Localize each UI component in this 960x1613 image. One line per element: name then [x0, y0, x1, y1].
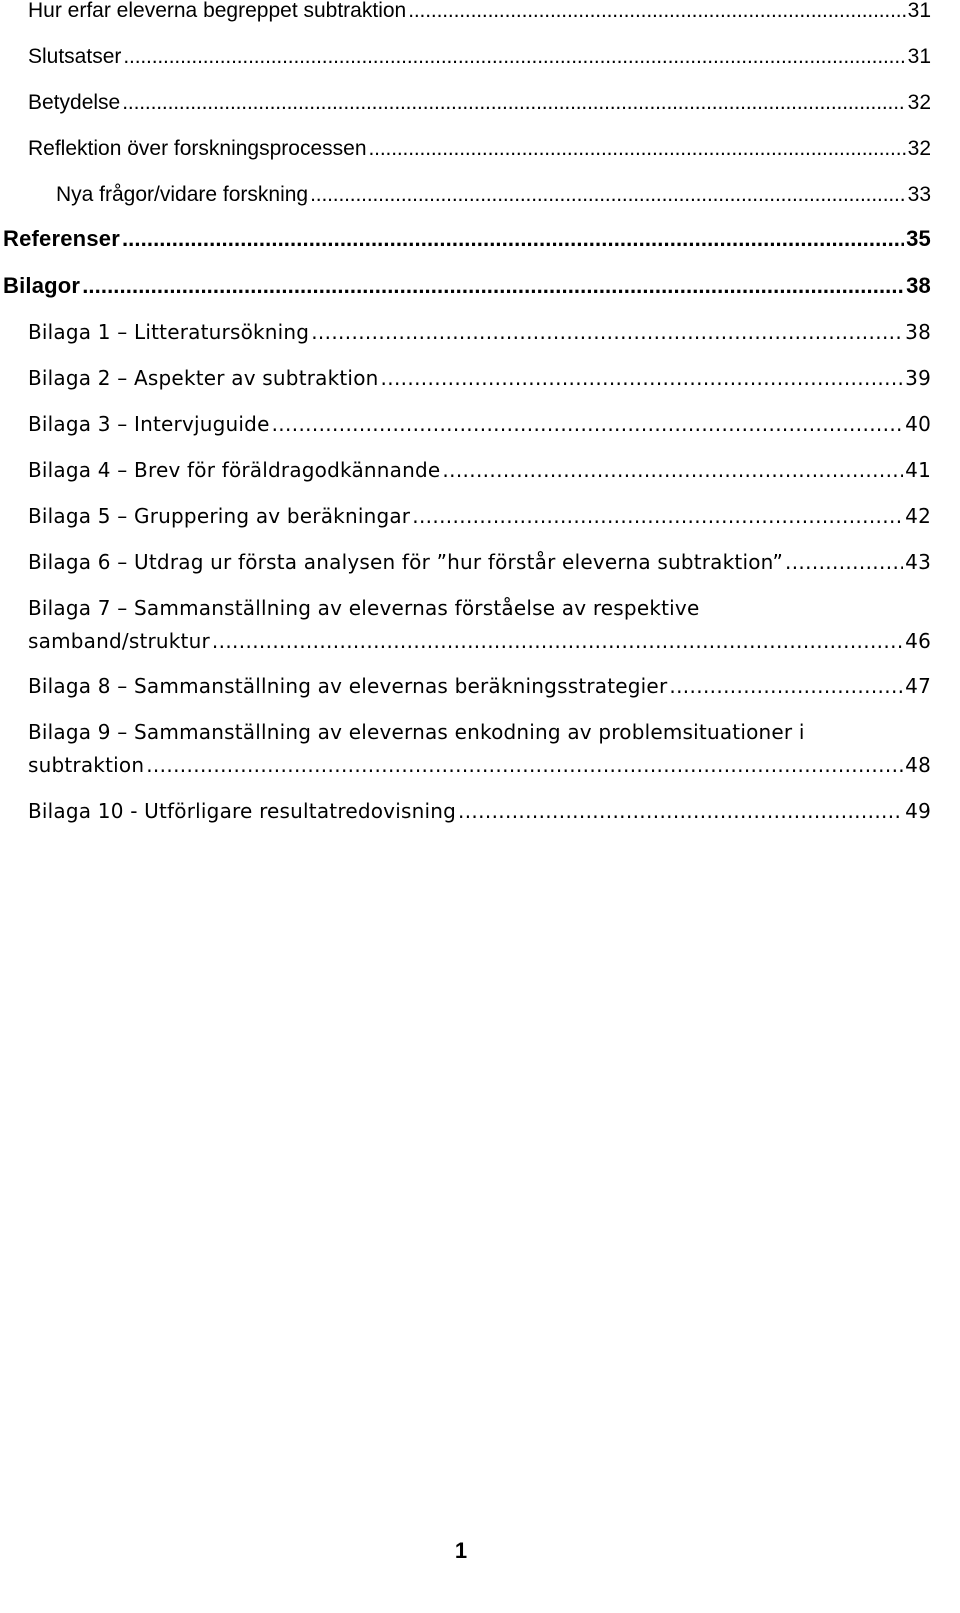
toc-entry-title-line1: Bilaga 9 – Sammanställning av elevernas enkodning av problemsituationer i [28, 720, 805, 744]
dot-leader [272, 408, 904, 441]
toc-entry-title: samband/struktur [28, 629, 210, 653]
toc-entry-title: Reflektion över forskningsprocessen [28, 137, 367, 160]
dot-leader [412, 500, 903, 533]
toc-entry[interactable] [28, 795, 931, 828]
toc-entry-title: Bilaga 10 - Utförligare resultatredovisning [28, 799, 456, 823]
toc-entry[interactable] [28, 408, 931, 441]
dot-leader [369, 132, 906, 165]
dot-leader [123, 40, 905, 73]
toc-entry-title: subtraktion [28, 753, 145, 777]
toc-entry-title: Referenser [3, 226, 120, 251]
toc-entry[interactable] [28, 362, 931, 395]
toc-entry-title: Bilaga 8 – Sammanställning av elevernas beräkningsstrategier [28, 674, 668, 698]
toc-entry-title: Hur erfar eleverna begreppet subtraktion [28, 0, 407, 22]
toc-entry[interactable] [28, 500, 931, 533]
toc-entry-page: 32 [907, 91, 931, 114]
toc-entry-page: 39 [905, 366, 931, 390]
toc-entry-page: 40 [905, 412, 931, 436]
dot-leader [785, 546, 903, 579]
toc-entry[interactable] [28, 40, 931, 73]
toc-entry[interactable] [56, 178, 931, 211]
toc-entry[interactable] [28, 716, 931, 782]
toc-entry[interactable] [3, 222, 931, 255]
toc-entry[interactable] [28, 546, 931, 579]
dot-leader [311, 316, 903, 349]
toc-entry-page: 48 [905, 753, 931, 777]
toc-entry-page: 31 [907, 45, 931, 68]
dot-leader [212, 625, 903, 658]
toc-entry[interactable] [28, 86, 931, 119]
dot-leader [146, 749, 903, 782]
toc-entry-title: Bilaga 3 – Intervjuguide [28, 412, 270, 436]
toc-entry-title: Bilaga 6 – Utdrag ur första analysen för ”hur förstår eleverna subtraktion” [28, 550, 783, 574]
toc-entry-page: 46 [905, 629, 931, 653]
dot-leader [310, 178, 906, 211]
toc-entry-title: Betydelse [28, 91, 121, 114]
toc-entry[interactable] [28, 132, 931, 165]
dot-leader [408, 0, 905, 27]
toc-entry-page: 35 [906, 226, 931, 251]
toc-entry-page: 43 [905, 550, 931, 574]
dot-leader [122, 222, 904, 255]
page-number: 1 [454, 1538, 468, 1563]
toc-entry[interactable] [28, 592, 931, 658]
toc-entry-title: Nya frågor/vidare forskning [56, 183, 309, 206]
toc-entry-title: Bilaga 1 – Litteratursökning [28, 320, 310, 344]
dot-leader [82, 269, 904, 302]
toc-entry[interactable] [28, 454, 931, 487]
toc-entry-page: 32 [907, 137, 931, 160]
dot-leader [458, 795, 903, 828]
toc-entry-title: Bilaga 2 – Aspekter av subtraktion [28, 366, 379, 390]
dot-leader [122, 86, 905, 119]
toc-entry-page: 38 [906, 273, 931, 298]
toc-entry-page: 42 [905, 504, 931, 528]
toc-entry-page: 41 [905, 458, 931, 482]
toc-entry[interactable] [28, 670, 931, 703]
dot-leader [442, 454, 903, 487]
toc-entry-title-line1: Bilaga 7 – Sammanställning av elevernas förståelse av respektive [28, 596, 700, 620]
dot-leader [669, 670, 903, 703]
toc-entry-page: 47 [905, 674, 931, 698]
toc-entry-title: Bilaga 4 – Brev för föräldragodkännande [28, 458, 441, 482]
toc-entry-title: Bilaga 5 – Gruppering av beräkningar [28, 504, 411, 528]
toc-entry-page: 49 [905, 799, 931, 823]
toc-entry[interactable] [28, 0, 931, 27]
toc-entry-page: 38 [905, 320, 931, 344]
toc-entry-title: Slutsatser [28, 45, 122, 68]
toc-entry-page: 31 [907, 0, 931, 22]
toc-entry-page: 33 [907, 183, 931, 206]
dot-leader [381, 362, 904, 395]
toc-entry[interactable] [28, 316, 931, 349]
toc-entry-title: Bilagor [3, 273, 81, 298]
toc-entry[interactable] [3, 269, 931, 302]
